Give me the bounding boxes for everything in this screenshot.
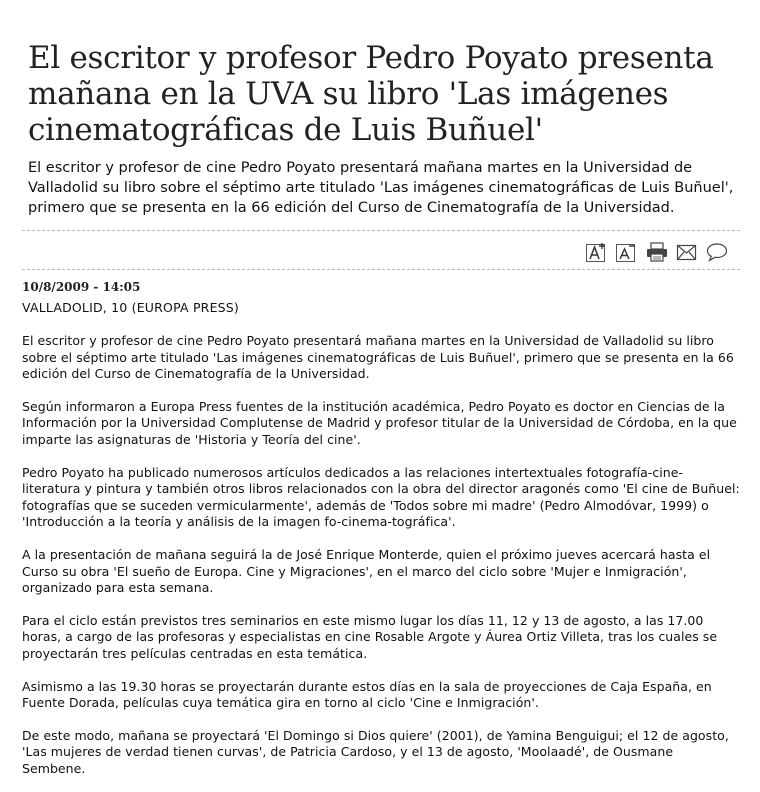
font-decrease-icon[interactable] [616,241,638,263]
font-increase-icon[interactable] [586,241,608,263]
article-subhead: El escritor y profesor de cine Pedro Poyato presentará mañana martes en la Universidad de Valladolid su libro sobre el séptimo arte titulado 'Las imágenes cinematográficas de Luis Buñuel', primero que se presenta en la 66 edición del Curso de Cinematografía de la Universidad. [28,160,734,216]
comment-icon[interactable] [706,241,728,263]
divider-bottom [22,269,740,270]
body-paragraph: Para el ciclo están previstos tres seminarios en este mismo lugar los días 11, 12 y 13 de agosto, a las 17.00 horas, a cargo de las profesoras y especialistas en cine Rosable Argote y Áurea Ortiz Villeta, tras los cuales se proyectarán tres películas centradas en esta temática. [22,612,718,661]
article-source: VALLADOLID, 10 (EUROPA PRESS) [22,300,240,315]
email-icon[interactable] [676,241,698,263]
article-headline: El escritor y profesor Pedro Poyato presenta mañana en la UVA su libro 'Las imágenes cinematográficas de Luis Buñuel' [28,40,714,148]
body-paragraph: Según informaron a Europa Press fuentes de la institución académica, Pedro Poyato es doctor en Ciencias de la Información por la Universidad Complutense de Madrid y profesor titular de la Universidad de Córdoba, en la que imparte las asignaturas de 'Historia y Teoría del cine'. [22,398,737,447]
article-toolbar [22,231,740,269]
print-icon[interactable] [646,241,668,263]
body-paragraph: De este modo, mañana se proyectará 'El Domingo si Dios quiere' (2001), de Yamina Benguigui; el 12 de agosto, 'Las mujeres de verdad tienen curvas', de Patricia Cardoso, y el 13 de agosto, 'Moolaadé', de Ousmane Sembene. [22,727,729,776]
body-paragraph: El escritor y profesor de cine Pedro Poyato presentará mañana martes en la Universidad de Valladolid su libro sobre el séptimo arte titulado 'Las imágenes cinematográficas de Luis Buñuel', primero que se presenta en la 66 edición del Curso de Cinematografía de la Universidad. [22,333,734,382]
article-body [22,333,740,777]
body-paragraph: Asimismo a las 19.30 horas se proyectarán durante estos días en la sala de proyecciones de Caja España, en Fuente Dorada, películas cuya temática gira en torno al ciclo 'Cine e Inmigración'. [22,678,712,711]
article [22,0,740,777]
article-date: 10/8/2009 - 14:05 [22,280,141,294]
body-paragraph: Pedro Poyato ha publicado numerosos artículos dedicados a las relaciones intertextuales fotografía-cine-literatura y pintura y también otros libros relacionados con la obra del director aragonés como 'El cine de Buñuel: fotografías que se suceden vermicularmente', además de 'Todos sobre mi madre' (Pedro Almodóvar, 1999) o 'Introducción a la teoría y análisis de la imagen fo-cinema-tográfica'. [22,464,740,530]
body-paragraph: A la presentación de mañana seguirá la de José Enrique Monterde, quien el próximo jueves acercará hasta el Curso su obra 'El sueño de Europa. Cine y Migraciones', en el marco del ciclo sobre 'Mujer e Inmigración', organizado para esta semana. [22,546,711,596]
